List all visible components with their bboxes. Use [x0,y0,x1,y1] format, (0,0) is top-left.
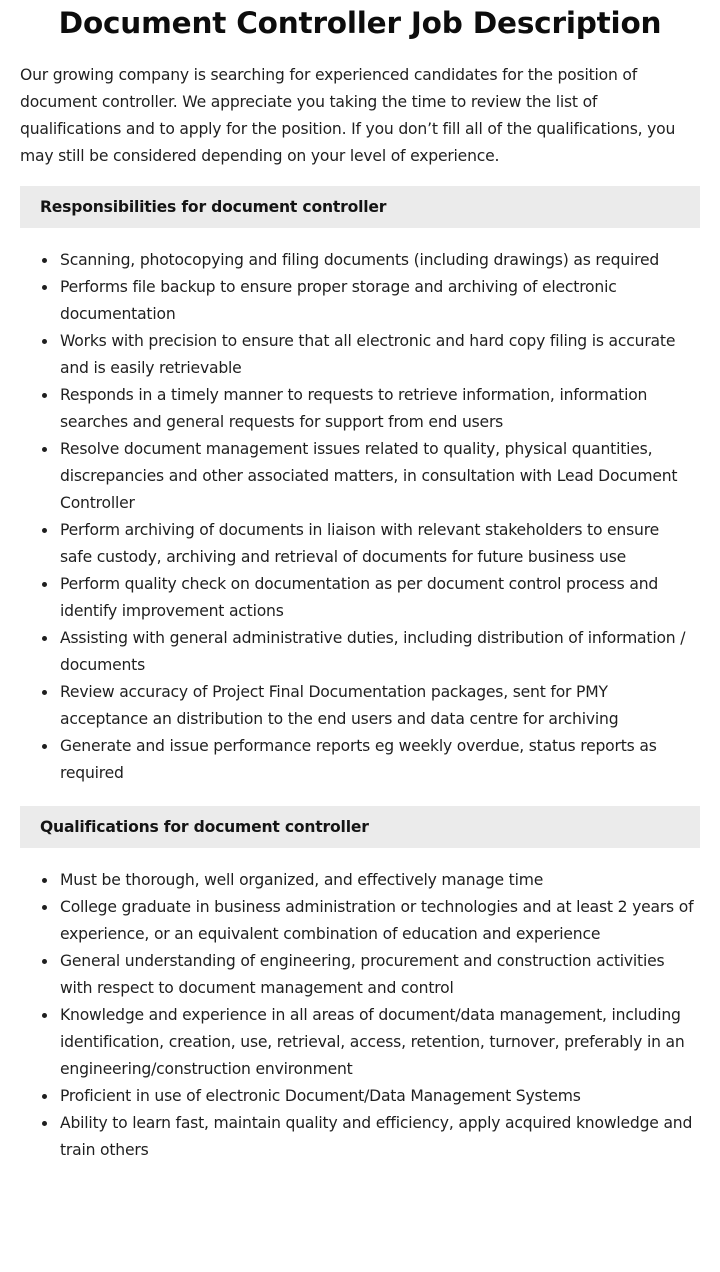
bullet-icon [42,258,47,263]
list-item-text: Knowledge and experience in all areas of document/data management, including identification, creation, use, retrieval, access, retention, turnover, preferably in an engineering/construction environment [60,1006,685,1078]
list-item [60,517,700,571]
bullet-icon [42,1013,47,1018]
list-item-text: General understanding of engineering, procurement and construction activities with respect to document management and control [60,952,665,997]
list-item [60,948,700,1002]
list-item-text: Perform archiving of documents in liaison with relevant stakeholders to ensure safe custody, archiving and retrieval of documents for future business use [60,521,659,566]
bullet-icon [42,636,47,641]
bullet-icon [42,744,47,749]
list-item [60,274,700,328]
list-item-text: Scanning, photocopying and filing documents (including drawings) as required [60,251,660,269]
bullet-icon [42,1121,47,1126]
list-item [60,436,700,517]
list-item-text: Assisting with general administrative duties, including distribution of information / documents [60,629,686,674]
intro-paragraph: Our growing company is searching for experienced candidates for the position of document controller. We appreciate you taking the time to review the list of qualifications and to apply for the position. If you don’t fill all of the qualifications, you may still be considered depending on your level of experience. [20,66,676,165]
list-item [60,867,700,894]
list-item-text: College graduate in business administration or technologies and at least 2 years of experience, or an equivalent combination of education and experience [60,898,694,943]
list-item [60,1110,700,1164]
list-item-text: Perform quality check on documentation as per document control process and identify improvement actions [60,575,659,620]
list-item [60,247,700,274]
bullet-icon [42,1094,47,1099]
qualifications-header: Qualifications for document controller [20,806,700,848]
qualifications-list [20,867,700,1164]
responsibilities-list [20,247,700,787]
list-item [60,1002,700,1083]
bullet-icon [42,582,47,587]
bullet-icon [42,393,47,398]
bullet-icon [42,690,47,695]
list-item [60,382,700,436]
page-title: Document Controller Job Description [58,6,662,40]
bullet-icon [42,447,47,452]
list-item [60,625,700,679]
list-item [60,1083,700,1110]
list-item-text: Review accuracy of Project Final Documentation packages, sent for PMY acceptance an distribution to the end users and data centre for archiving [60,683,619,728]
list-item-text: Resolve document management issues related to quality, physical quantities, discrepancies and other associated matters, in consultation with Lead Document Controller [60,440,678,512]
list-item [60,571,700,625]
bullet-icon [42,285,47,290]
bullet-icon [42,528,47,533]
list-item-text: Must be thorough, well organized, and effectively manage time [60,871,544,889]
bullet-icon [42,339,47,344]
list-item-text: Works with precision to ensure that all electronic and hard copy filing is accurate and is easily retrievable [60,332,676,377]
list-item-text: Performs file backup to ensure proper storage and archiving of electronic documentation [60,278,617,323]
list-item-text: Ability to learn fast, maintain quality and efficiency, apply acquired knowledge and train others [60,1114,693,1159]
responsibilities-header: Responsibilities for document controller [20,186,700,228]
bullet-icon [42,905,47,910]
list-item-text: Proficient in use of electronic Document/Data Management Systems [60,1087,581,1105]
bullet-icon [42,878,47,883]
list-item [60,733,700,787]
list-item-text: Responds in a timely manner to requests to retrieve information, information searches and general requests for support from end users [60,386,648,431]
list-item [60,894,700,948]
list-item-text: Generate and issue performance reports eg weekly overdue, status reports as required [60,737,657,782]
bullet-icon [42,959,47,964]
list-item [60,328,700,382]
list-item [60,679,700,733]
